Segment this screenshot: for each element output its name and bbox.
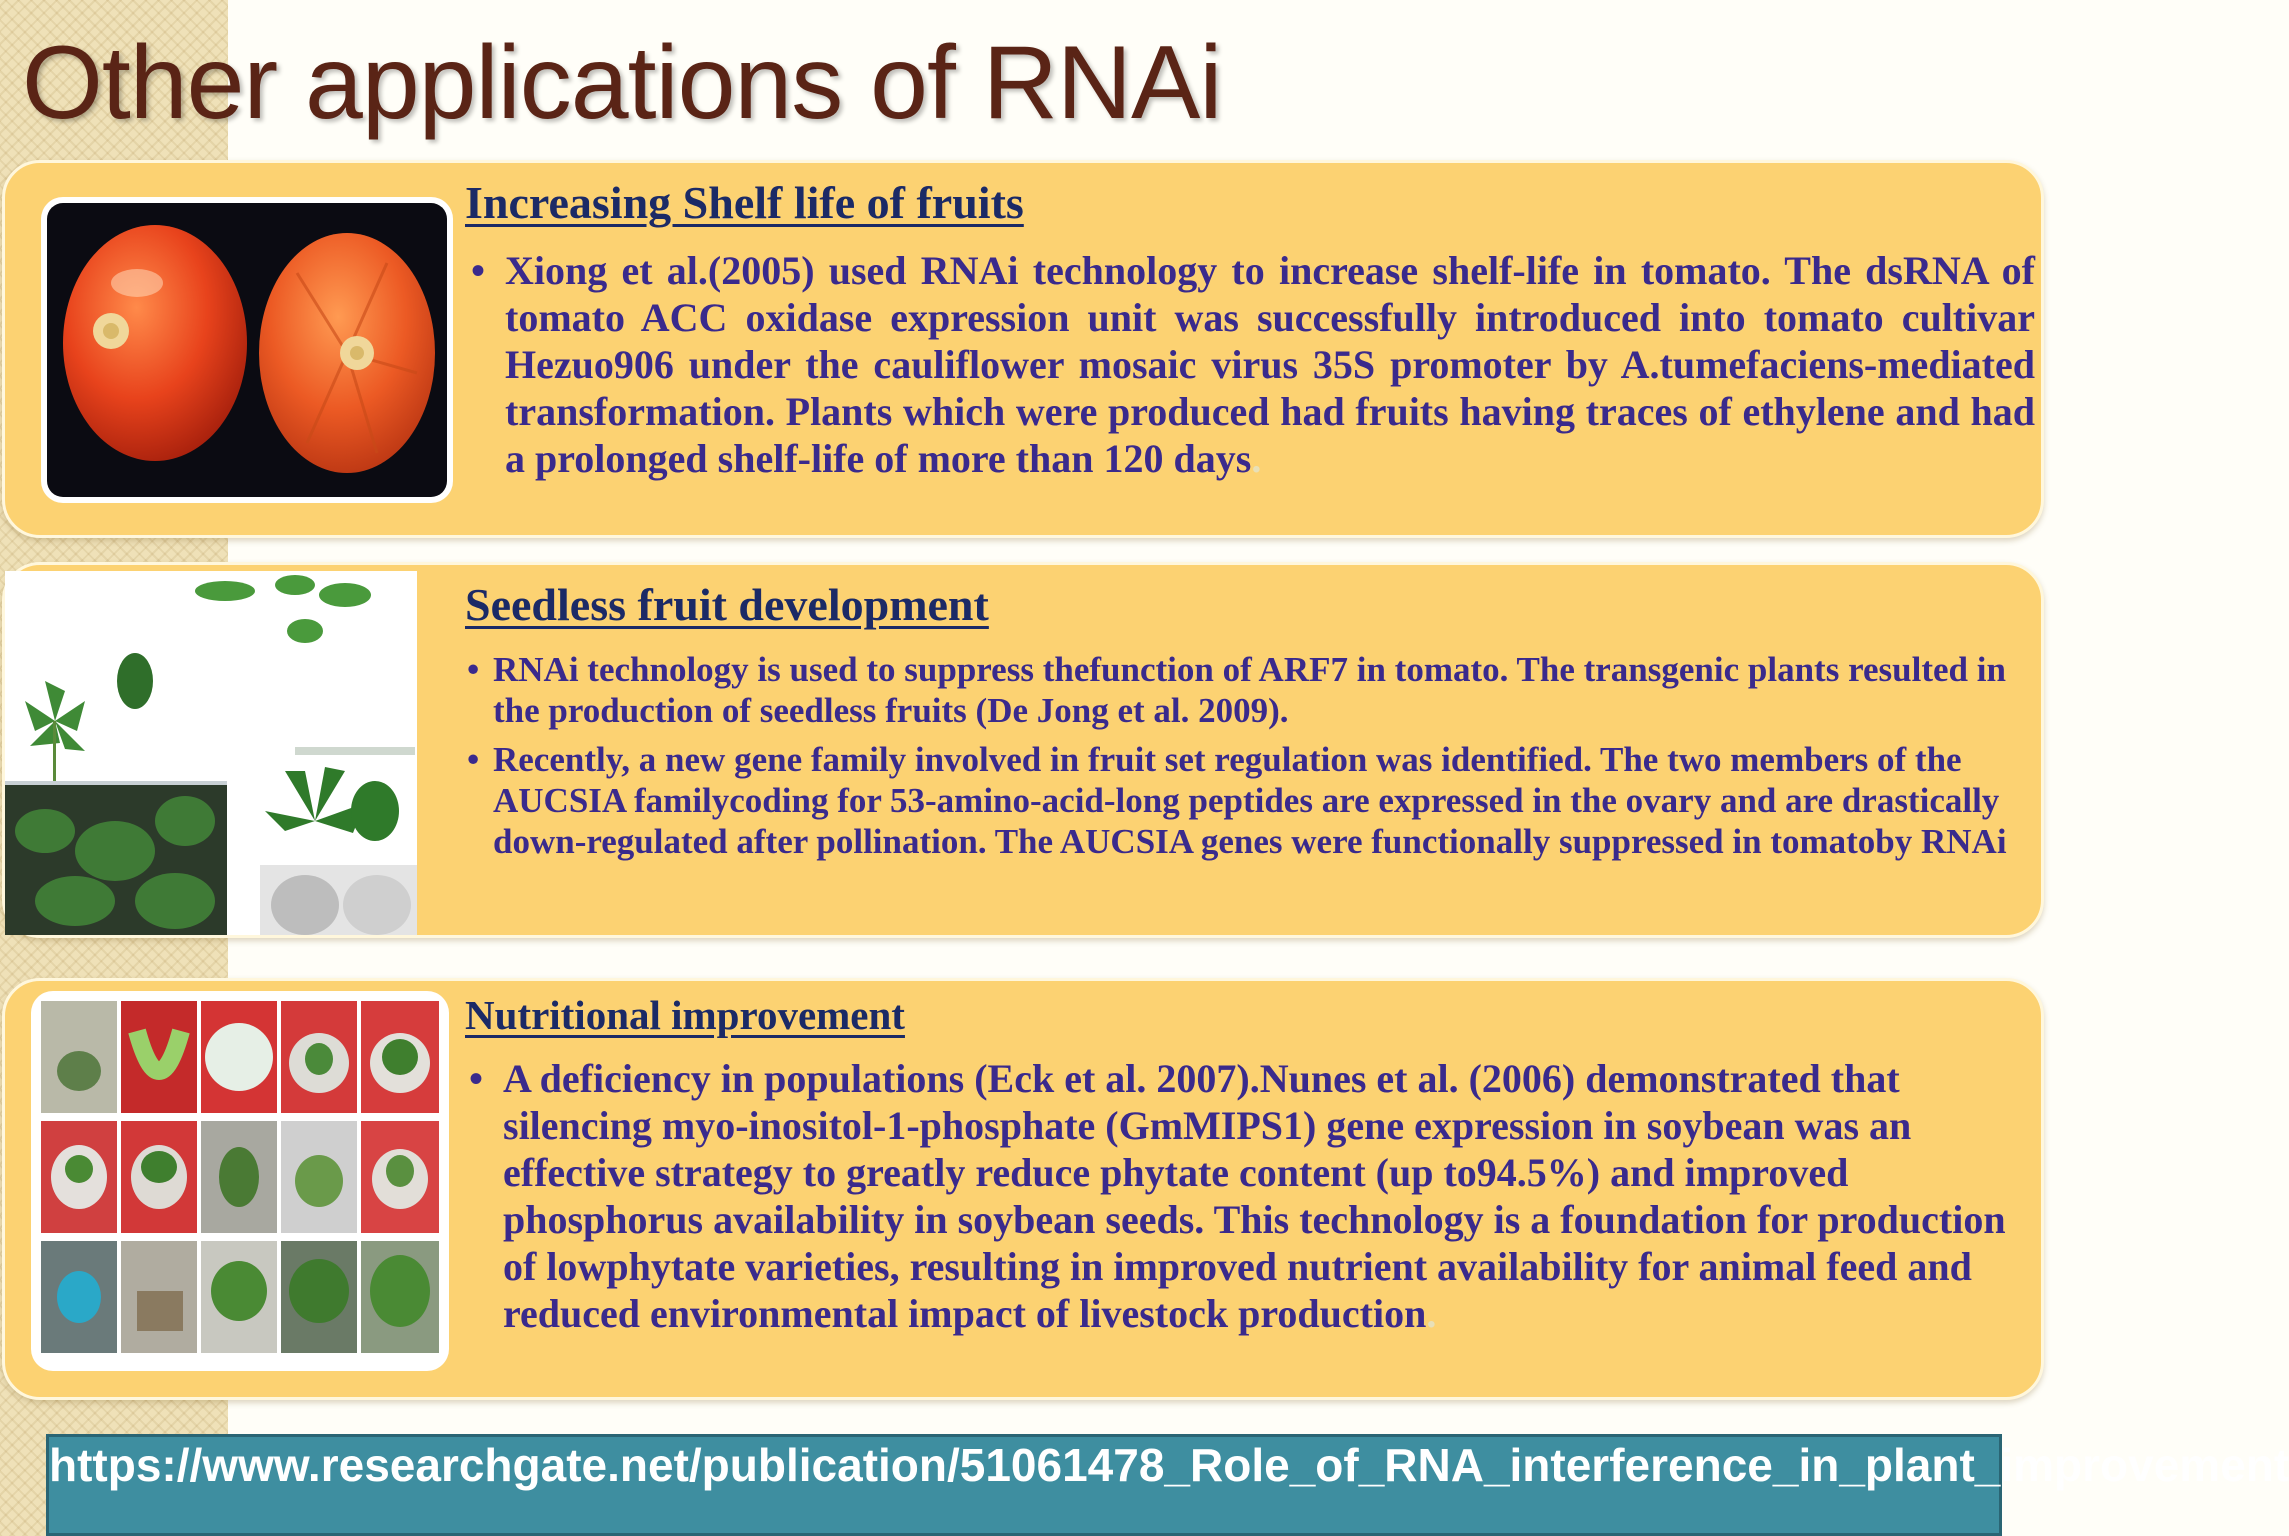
- bullet-text: Recently, a new gene family involved in fruit set regulation was identified. The two members of the AUCSIA familycoding for 53-amino-acid-long peptides are expressed in the ovary and are drastically down-regulated after pollination. The AUCSIA genes were functionally suppressed in tomatoby RNAi: [493, 740, 2007, 861]
- bullet-list: [467, 649, 2033, 870]
- soybean-tissue-culture-photo-grid: [31, 991, 449, 1371]
- section-shelf-life: [2, 160, 2044, 538]
- bullet-icon: •: [471, 248, 486, 293]
- section-heading: Nutritional improvement: [465, 992, 905, 1038]
- tomato-fruits-photo: [41, 197, 453, 503]
- source-url-link[interactable]: https://www.researchgate.net/publication/51061478_Role_of_RNA_interference_in_plant_improvement: [46, 1434, 2002, 1536]
- bullet-icon: •: [467, 650, 480, 689]
- section-seedless-fruit: [2, 562, 2044, 938]
- bullet-list: [471, 247, 2035, 482]
- bullet-item: [467, 739, 2033, 862]
- section-heading: Seedless fruit development: [465, 579, 989, 630]
- bullet-item: [471, 247, 2035, 482]
- bullet-list: [469, 1055, 2033, 1337]
- bullet-icon: •: [467, 740, 480, 779]
- section-nutritional-improvement: [2, 978, 2044, 1400]
- bullet-item: [469, 1055, 2033, 1337]
- bullet-text: A deficiency in populations (Eck et al. 2007).Nunes et al. (2006) demonstrated that silencing myo-inositol-1-phosphate (GmMIPS1) gene expression in soybean was an effective strategy to greatly reduce phytate content (up to94.5%) and improved phosphorus availability in soybean seeds. This technology is a foundation for production of lowphytate varieties, resulting in improved nutrient availability for animal feed and reduced environmental impact of livestock production: [503, 1056, 2006, 1336]
- slide-title: Other applications of RNAi: [22, 25, 1222, 141]
- bullet-trailing: .: [1426, 1291, 1437, 1336]
- bullet-text: Xiong et al.(2005) used RNAi technology to increase shelf-life in tomato. The dsRNA of tomato ACC oxidase expression unit was successfully introduced into tomato cultivar Hezuo906 under the cauliflower mosaic virus 35S promoter by A.tumefaciens-mediated transformation. Plants which were produced had fruits having traces of ethylene and had a prolonged shelf-life of more than 120 days: [505, 248, 2035, 481]
- bullet-text: RNAi technology is used to suppress thefunction of ARF7 in tomato. The transgenic plants resulted in the production of seedless fruits (De Jong et al. 2009).: [493, 650, 2006, 730]
- section-heading: Increasing Shelf life of fruits: [465, 177, 1024, 228]
- tomato-plants-leaves-photo: [5, 571, 417, 935]
- bullet-trailing: .: [1251, 436, 1262, 481]
- bullet-item: [467, 649, 2033, 731]
- bullet-icon: •: [469, 1056, 484, 1101]
